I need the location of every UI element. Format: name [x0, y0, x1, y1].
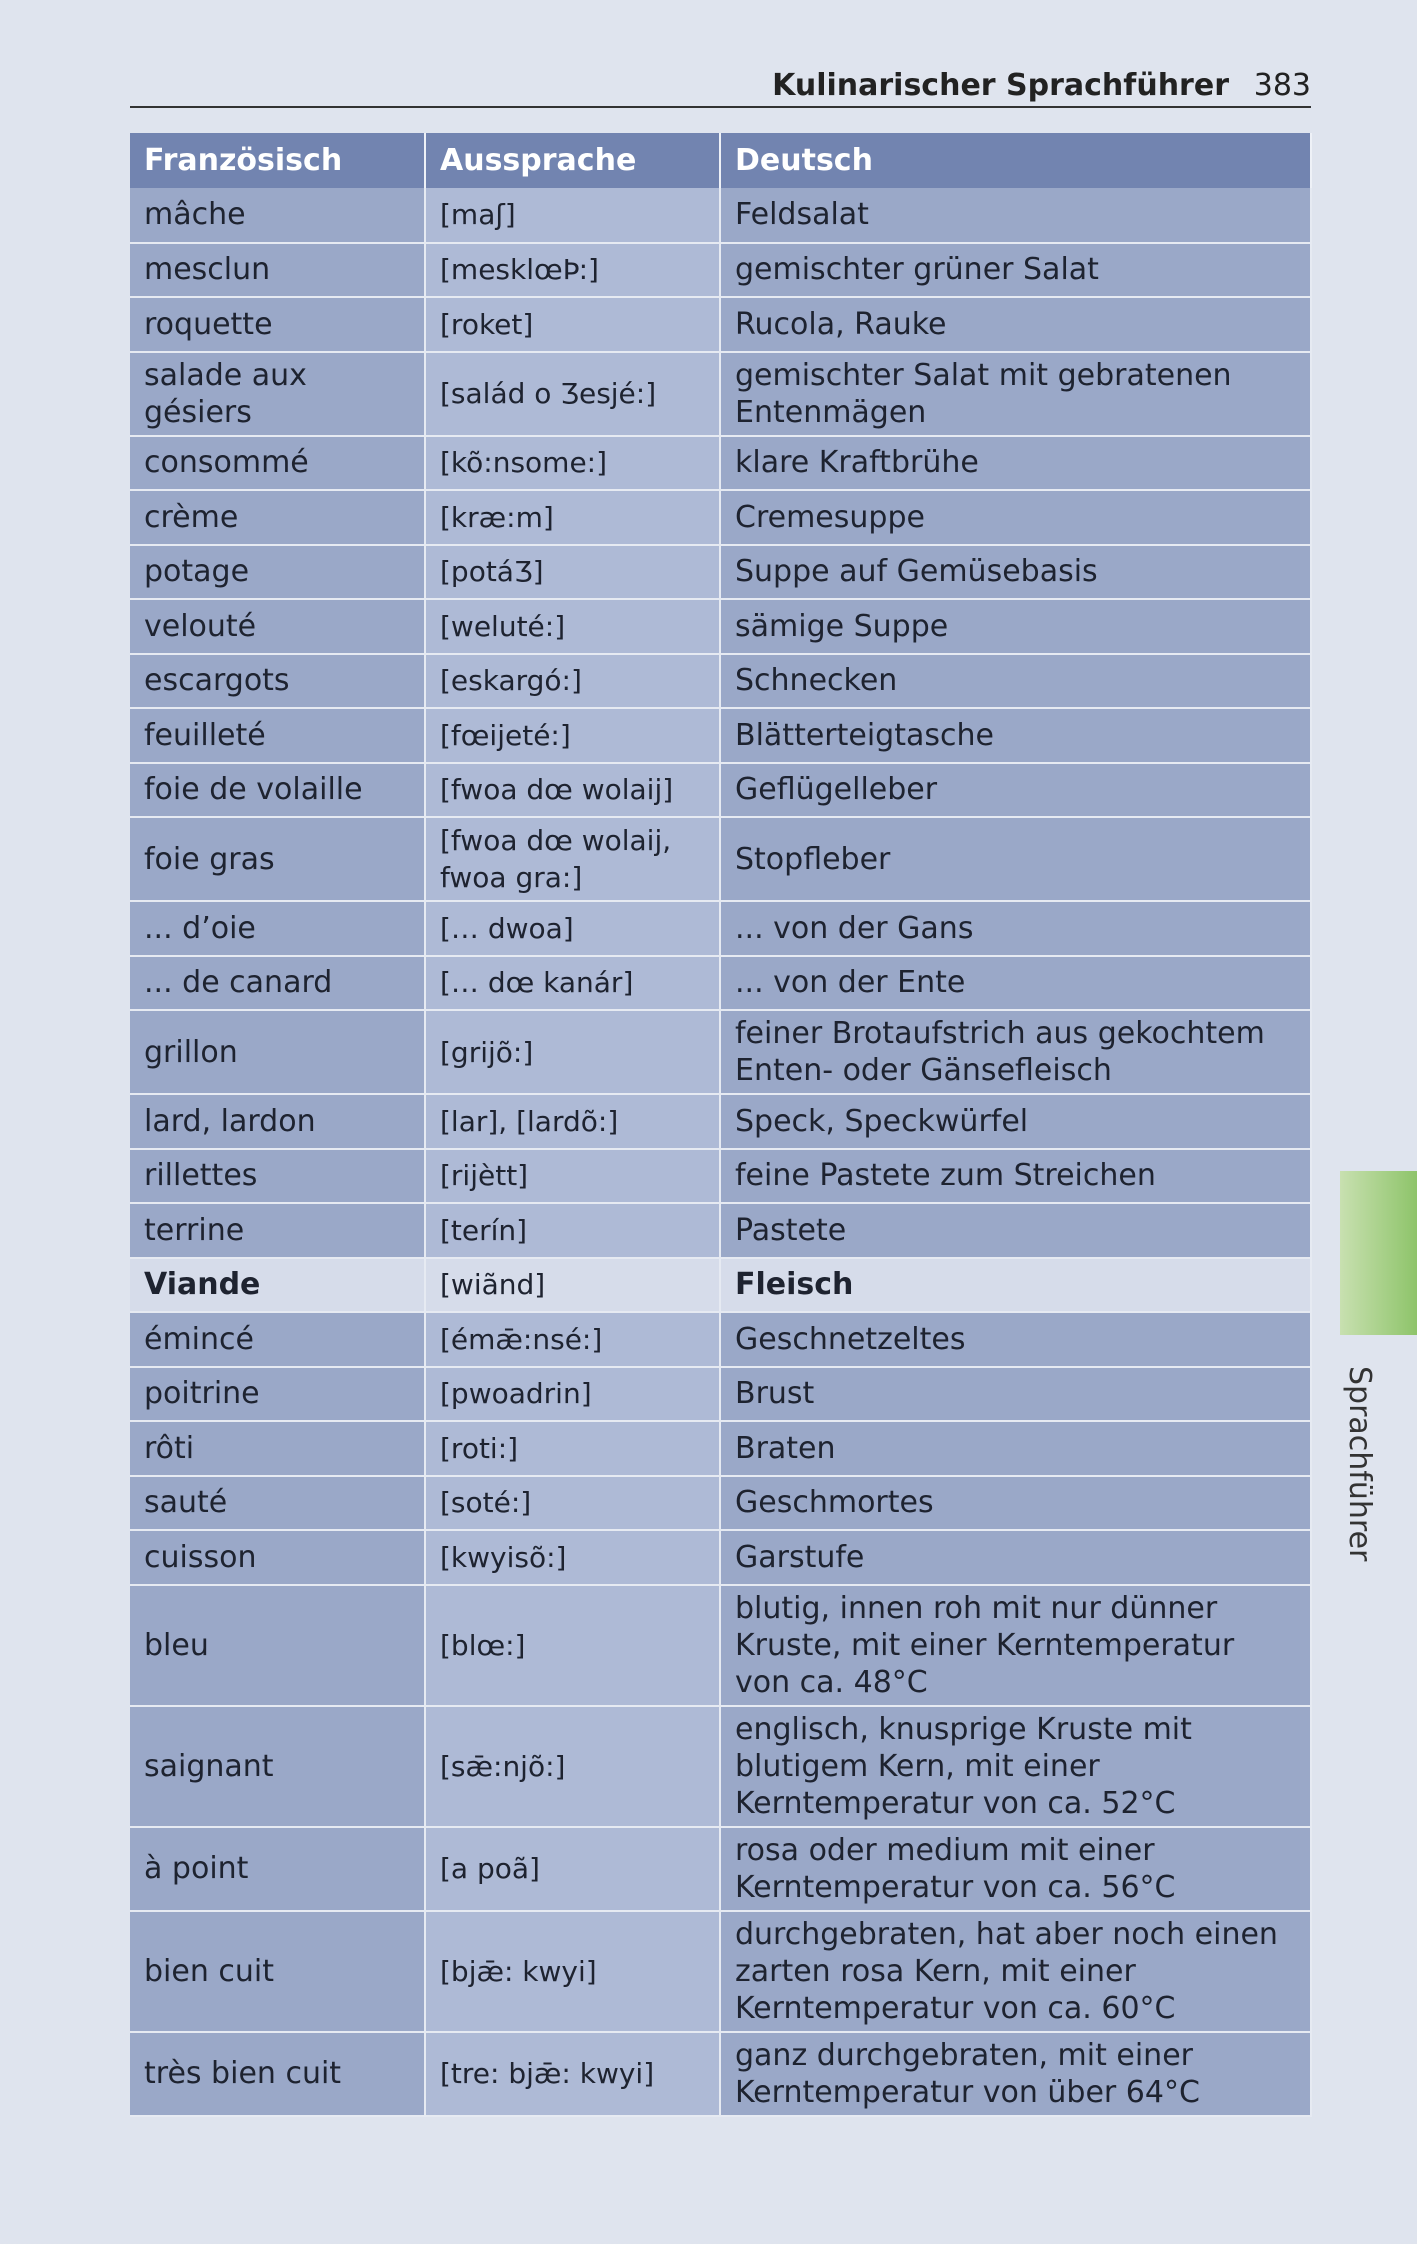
page-header: [130, 60, 1311, 108]
pronunciation-cell: [soté:]: [425, 1476, 720, 1531]
pronunciation-cell: [kræ:m]: [425, 490, 720, 545]
table-row: [130, 1585, 1311, 1706]
french-term-cell: potage: [130, 545, 425, 600]
pronunciation-cell: [sǣ:njõ:]: [425, 1706, 720, 1827]
french-term-cell: foie gras: [130, 817, 425, 901]
table-row: [130, 817, 1311, 901]
german-translation-cell: gemischter grüner Salat: [720, 243, 1311, 298]
german-translation-cell: rosa oder medium mit einer Kerntemperatur von ca. 56°C: [720, 1827, 1311, 1911]
german-translation-cell: feiner Brotaufstrich aus gekochtem Enten- oder Gänsefleisch: [720, 1010, 1311, 1094]
vocabulary-table: [130, 133, 1312, 2117]
german-translation-cell: klare Kraftbrühe: [720, 436, 1311, 491]
column-header-german: Deutsch: [720, 133, 1311, 188]
pronunciation-cell: [roti:]: [425, 1421, 720, 1476]
table-row: [130, 1911, 1311, 2032]
pronunciation-cell: [fwoa dœ wolaij, fwoa gra:]: [425, 817, 720, 901]
column-header-french: Französisch: [130, 133, 425, 188]
pronunciation-cell: [a poã]: [425, 1827, 720, 1911]
french-term-cell: salade aux gésiers: [130, 352, 425, 436]
german-translation-cell: Stopfleber: [720, 817, 1311, 901]
french-term-cell: velouté: [130, 599, 425, 654]
french-term-cell: rillettes: [130, 1149, 425, 1204]
table-row: [130, 1367, 1311, 1422]
french-term-cell: terrine: [130, 1203, 425, 1258]
pronunciation-cell: [bjǣ: kwyi]: [425, 1911, 720, 2032]
french-term-cell: ... de canard: [130, 956, 425, 1011]
french-term-cell: poitrine: [130, 1367, 425, 1422]
pronunciation-cell: [… dwoa]: [425, 901, 720, 956]
french-term-cell: bleu: [130, 1585, 425, 1706]
pronunciation-cell: [lar], [lardõ:]: [425, 1094, 720, 1149]
french-term-cell: saignant: [130, 1706, 425, 1827]
french-term-cell: très bien cuit: [130, 2032, 425, 2116]
german-translation-cell: Feldsalat: [720, 188, 1311, 243]
pronunciation-cell: [émǣ:nsé:]: [425, 1312, 720, 1367]
table-row: [130, 1010, 1311, 1094]
french-term-cell: crème: [130, 490, 425, 545]
table-row: [130, 1203, 1311, 1258]
table-row: [130, 436, 1311, 491]
pronunciation-cell: [mesklœÞ:]: [425, 243, 720, 298]
pronunciation-cell: [wiãnd]: [425, 1258, 720, 1313]
german-translation-cell: feine Pastete zum Streichen: [720, 1149, 1311, 1204]
section-row: [130, 1258, 1311, 1313]
pronunciation-cell: [tre: bjǣ: kwyi]: [425, 2032, 720, 2116]
pronunciation-cell: [maʃ]: [425, 188, 720, 243]
running-title: Kulinarischer Sprachführer: [772, 68, 1229, 103]
table-row: [130, 188, 1311, 243]
side-label-text: Sprachführer: [1342, 1366, 1377, 1562]
table-row: [130, 1706, 1311, 1827]
german-translation-cell: Blätterteigtasche: [720, 708, 1311, 763]
french-term-cell: mâche: [130, 188, 425, 243]
french-term-cell: ... d’oie: [130, 901, 425, 956]
pronunciation-cell: [grijõ:]: [425, 1010, 720, 1094]
pronunciation-cell: [eskargó:]: [425, 654, 720, 709]
pronunciation-cell: [potáƷ]: [425, 545, 720, 600]
table-row: [130, 1530, 1311, 1585]
french-term-cell: consommé: [130, 436, 425, 491]
german-translation-cell: englisch, knusprige Kruste mit blutigem Kern, mit einer Kerntemperatur von ca. 52°C: [720, 1706, 1311, 1827]
french-term-cell: feuilleté: [130, 708, 425, 763]
table-row: [130, 654, 1311, 709]
table-row: [130, 956, 1311, 1011]
french-term-cell: foie de volaille: [130, 763, 425, 818]
page-number: 383: [1253, 68, 1311, 103]
german-translation-cell: Speck, Speckwürfel: [720, 1094, 1311, 1149]
table-row: [130, 297, 1311, 352]
french-term-cell: lard, lardon: [130, 1094, 425, 1149]
german-translation-cell: Pastete: [720, 1203, 1311, 1258]
german-translation-cell: Cremesuppe: [720, 490, 1311, 545]
german-translation-cell: ganz durchgebraten, mit einer Kerntemperatur von über 64°C: [720, 2032, 1311, 2116]
table-row: [130, 1421, 1311, 1476]
pronunciation-cell: [fœijeté:]: [425, 708, 720, 763]
french-term-cell: rôti: [130, 1421, 425, 1476]
french-term-cell: grillon: [130, 1010, 425, 1094]
pronunciation-cell: [rijètt]: [425, 1149, 720, 1204]
table-row: [130, 2032, 1311, 2116]
table-row: [130, 1149, 1311, 1204]
german-translation-cell: Geschmortes: [720, 1476, 1311, 1531]
table-row: [130, 1312, 1311, 1367]
pronunciation-cell: [roket]: [425, 297, 720, 352]
column-header-pronunciation: Aussprache: [425, 133, 720, 188]
french-term-cell: mesclun: [130, 243, 425, 298]
french-term-cell: émincé: [130, 1312, 425, 1367]
table-row: [130, 545, 1311, 600]
german-translation-cell: Fleisch: [720, 1258, 1311, 1313]
german-translation-cell: blutig, innen roh mit nur dünner Kruste, mit einer Kerntemperatur von ca. 48°C: [720, 1585, 1311, 1706]
german-translation-cell: Geschnetzeltes: [720, 1312, 1311, 1367]
german-translation-cell: Suppe auf Gemüsebasis: [720, 545, 1311, 600]
table-row: [130, 352, 1311, 436]
german-translation-cell: durchgebraten, hat aber noch einen zarten rosa Kern, mit einer Kerntemperatur von ca. 60°C: [720, 1911, 1311, 2032]
table-header-row: [130, 133, 1311, 188]
table-row: [130, 599, 1311, 654]
french-term-cell: sauté: [130, 1476, 425, 1531]
german-translation-cell: ... von der Ente: [720, 956, 1311, 1011]
german-translation-cell: Schnecken: [720, 654, 1311, 709]
french-term-cell: roquette: [130, 297, 425, 352]
french-term-cell: Viande: [130, 1258, 425, 1313]
french-term-cell: cuisson: [130, 1530, 425, 1585]
german-translation-cell: gemischter Salat mit gebratenen Entenmägen: [720, 352, 1311, 436]
pronunciation-cell: [salád o Ʒesjé:]: [425, 352, 720, 436]
french-term-cell: escargots: [130, 654, 425, 709]
table-row: [130, 1827, 1311, 1911]
french-term-cell: à point: [130, 1827, 425, 1911]
pronunciation-cell: [terín]: [425, 1203, 720, 1258]
german-translation-cell: Garstufe: [720, 1530, 1311, 1585]
table-row: [130, 901, 1311, 956]
french-term-cell: bien cuit: [130, 1911, 425, 2032]
table-row: [130, 1094, 1311, 1149]
pronunciation-cell: [pwoadrin]: [425, 1367, 720, 1422]
german-translation-cell: Brust: [720, 1367, 1311, 1422]
side-section-label: [1342, 1366, 1382, 1562]
german-translation-cell: ... von der Gans: [720, 901, 1311, 956]
table-row: [130, 243, 1311, 298]
pronunciation-cell: [kwyisõ:]: [425, 1530, 720, 1585]
table-row: [130, 490, 1311, 545]
pronunciation-cell: [weluté:]: [425, 599, 720, 654]
table-row: [130, 708, 1311, 763]
table-row: [130, 1476, 1311, 1531]
pronunciation-cell: [blœ:]: [425, 1585, 720, 1706]
german-translation-cell: sämige Suppe: [720, 599, 1311, 654]
table-row: [130, 763, 1311, 818]
german-translation-cell: Geflügelleber: [720, 763, 1311, 818]
section-thumb-tab: [1340, 1171, 1417, 1335]
pronunciation-cell: [kõ:nsome:]: [425, 436, 720, 491]
pronunciation-cell: [… dœ kanár]: [425, 956, 720, 1011]
german-translation-cell: Rucola, Rauke: [720, 297, 1311, 352]
pronunciation-cell: [fwoa dœ wolaij]: [425, 763, 720, 818]
german-translation-cell: Braten: [720, 1421, 1311, 1476]
